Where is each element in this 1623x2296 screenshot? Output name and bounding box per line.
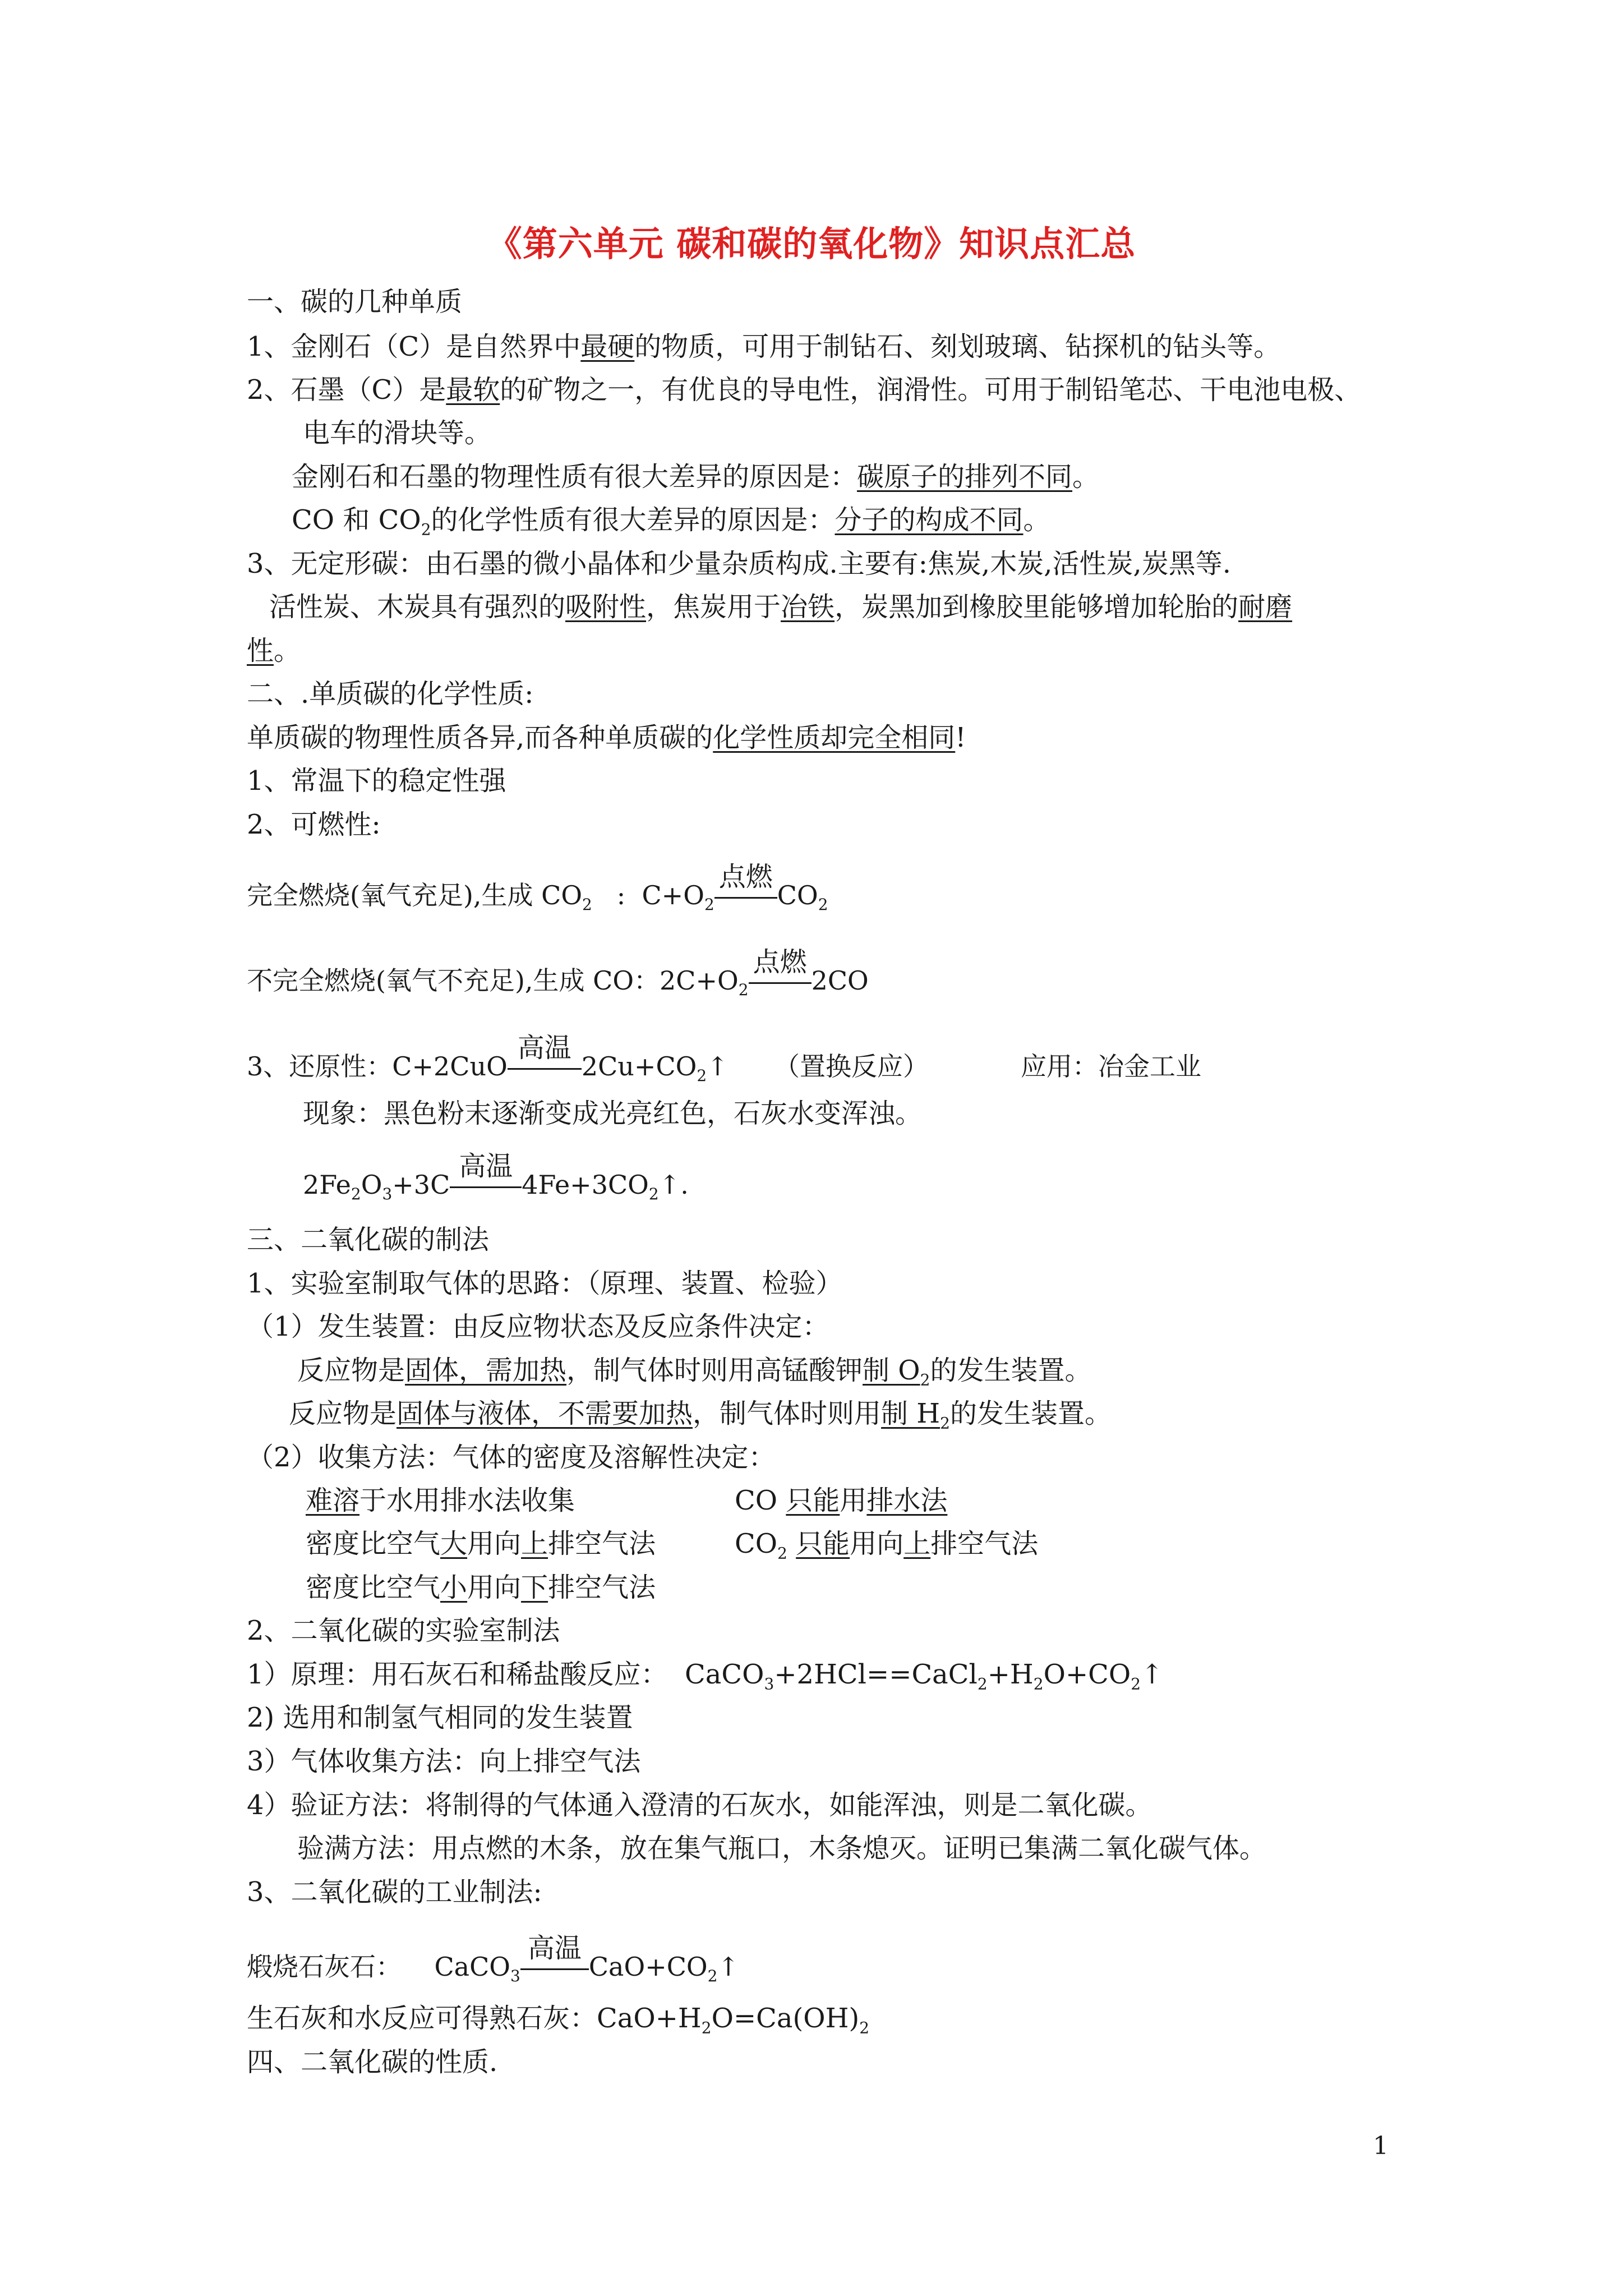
collection-row-1-left: 难溶于水用排水法收集: [306, 1485, 575, 1516]
s1-line-1: 1、金刚石（C）是自然界中最硬的物质，可用于制钻石、刻划玻璃、钻探机的钻头等。: [247, 331, 1281, 362]
s1-line-2: 2、石墨（C）是最软的矿物之一，有优良的导电性，润滑性。可用于制铅笔芯、干电池电极、: [247, 374, 1362, 406]
s3-line-11: 验满方法：用点燃的木条，放在集气瓶口，木条熄灭。证明已集满二氧化碳气体。: [297, 1833, 1267, 1864]
s3-line-7: 1）原理：用石灰石和稀盐酸反应： $CaCO_3+2HCl==CaCl_2+H_2O+CO_2↑$: [247, 1659, 1164, 1694]
s2-line-3: 2、可燃性:: [247, 809, 381, 840]
s3-line-1: 1、实验室制取气体的思路：（原理、装置、检验）: [247, 1268, 843, 1299]
s3-line-4: 反应物是固体与液体，不需要加热，制气体时则用制 $H_2$的发生装置。: [289, 1398, 1112, 1433]
equation-reduction-cuo: 3、还原性：C+2CuO 高温 $2Cu+CO_2↑$: [247, 1032, 728, 1085]
s1-line-4: CO 和 $CO_2$的化学性质有很大差异的原因是：分子的构成不同。: [292, 504, 1050, 539]
section-4-heading: 四、二氧化碳的性质.: [247, 2046, 498, 2078]
page-title: 《第六单元 碳和碳的氧化物》知识点汇总: [487, 223, 1136, 264]
s3-line-10: 4）验证方法：将制得的气体通入澄清的石灰水，如能浑浊，则是二氧化碳。: [247, 1789, 1152, 1821]
s2-phenomenon: 现象：黑色粉末逐渐变成光亮红色，石灰水变浑浊。: [303, 1098, 923, 1129]
section-3-heading: 三、二氧化碳的制法: [247, 1224, 490, 1255]
s3-line-5: （2）收集方法：气体的密度及溶解性决定：: [247, 1442, 776, 1473]
equation-incomplete-combustion: 不完全燃烧(氧气不充足),生成 CO：$2C+O_2$ 点燃 2CO: [247, 946, 869, 1000]
page-number: 1: [1373, 2132, 1389, 2160]
reaction-condition: 高温: [450, 1170, 522, 1200]
equation-reduction-fe2o3: $2Fe_2O_3+3C$ 高温 $4Fe+3CO_2↑$.: [303, 1151, 689, 1204]
collection-row-3: 密度比空气小用向下排空气法: [306, 1572, 656, 1603]
reaction-condition: 高温: [520, 1952, 589, 1982]
application: 应用：冶金工业: [1021, 1051, 1201, 1082]
s2-line-2: 1、常温下的稳定性强: [247, 765, 506, 797]
equation-calcination: 煅烧石灰石： CaCO$_3$ 高温 $CaO+CO_2↑$: [247, 1932, 740, 1986]
s3-line-8: 2) 选用和制氢气相同的发生装置: [247, 1702, 633, 1733]
collection-row-1-right: CO 只能用排水法: [735, 1485, 948, 1516]
section-1-heading: 一、碳的几种单质: [247, 286, 463, 318]
collection-row-2-right: $CO_2$ 只能用向上排空气法: [735, 1528, 1039, 1563]
s3-line-9: 3）气体收集方法：向上排空气法: [247, 1746, 641, 1777]
s3-line-3: 反应物是固体，需加热，制气体时则用高锰酸钾制 $O_2$的发生装置。: [297, 1355, 1092, 1389]
reaction-condition: 高温: [508, 1051, 582, 1082]
s3-line-13: 生石灰和水反应可得熟石灰：$CaO+H_2O=Ca(OH)_2$: [247, 2003, 870, 2037]
reaction-condition: 点燃: [749, 965, 811, 996]
collection-row-2-left: 密度比空气大用向上排空气法: [306, 1528, 656, 1559]
s1-line-6: 活性炭、木炭具有强烈的吸附性，焦炭用于冶铁，炭黑加到橡胶里能够增加轮胎的耐磨: [269, 591, 1293, 623]
reaction-type: （置换反应）: [774, 1051, 929, 1082]
s1-line-6-cont: 性。: [247, 635, 301, 666]
s3-line-6: 2、二氧化碳的实验室制法: [247, 1615, 560, 1646]
s3-line-2: （1）发生装置：由反应物状态及反应条件决定：: [247, 1311, 829, 1342]
s1-line-3: 金刚石和石墨的物理性质有很大差异的原因是：碳原子的排列不同。: [292, 461, 1100, 493]
section-2-heading: 二、.单质碳的化学性质:: [247, 678, 534, 710]
equation-complete-combustion: 完全燃烧(氧气充足),生成 $CO_2$ : $C+O_2$ 点燃 $CO_2$: [247, 861, 828, 914]
reaction-condition: 点燃: [714, 880, 777, 910]
s1-line-2-cont: 电车的滑块等。: [303, 417, 492, 449]
s3-line-12: 3、二氧化碳的工业制法:: [247, 1876, 542, 1908]
s1-line-5: 3、无定形碳：由石墨的微小晶体和少量杂质构成.主要有:焦炭,木炭,活性炭,炭黑等.: [247, 548, 1232, 579]
s2-line-1: 单质碳的物理性质各异,而各种单质碳的化学性质却完全相同!: [247, 722, 966, 753]
